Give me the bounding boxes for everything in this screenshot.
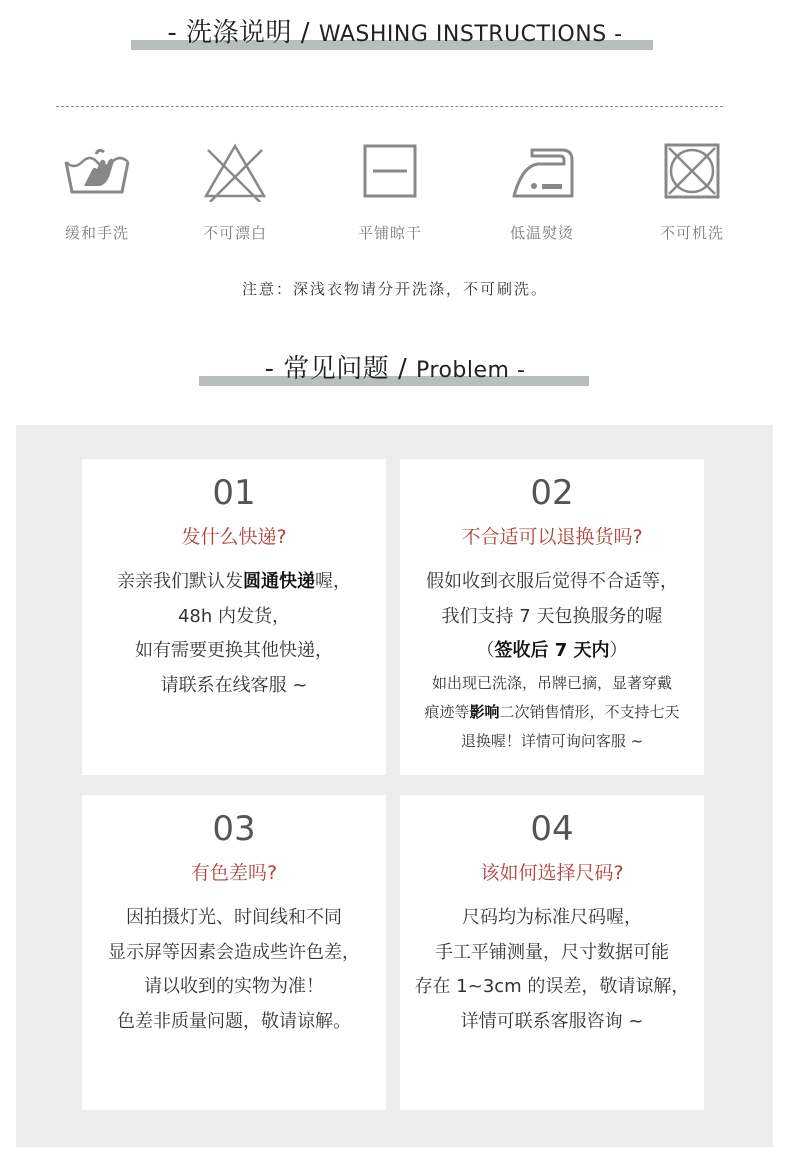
faq-answer-line: 如有需要更换其他快递，	[135, 640, 333, 661]
answer-highlight: 影响	[469, 702, 500, 721]
faq-number: 04	[530, 809, 574, 849]
faq-answer-line: 请联系在线客服 ~	[160, 674, 308, 696]
faq-answer-line: 尺码均为标准尺码喔，	[462, 907, 642, 928]
answer-highlight: 圆通快递	[243, 571, 315, 592]
faq-number: 02	[530, 473, 574, 513]
faq-card-02	[400, 459, 704, 775]
faq-answer-line: 假如收到衣服后觉得不合适等，	[426, 571, 678, 592]
faq-answer-line: 我们支持 7 天包换服务的喔	[441, 605, 663, 627]
faq-card-04	[400, 795, 704, 1110]
washing-note: 注意：深浅衣物请分开洗涤，不可刷洗。	[241, 280, 548, 298]
faq-answer-line: 详情可联系客服咨询 ~	[460, 1010, 644, 1032]
faq-question: 该如何选择尺码?	[480, 862, 624, 884]
care-item-hand-wash	[37, 140, 157, 243]
faq-answer	[82, 901, 386, 1039]
faq-answer-line: 48h 内发货，	[177, 605, 291, 627]
faq-number: 01	[212, 473, 256, 513]
no-machine-wash-icon	[657, 140, 727, 202]
faq-question: 发什么快递?	[181, 526, 287, 548]
care-label-low-iron: 低温熨烫	[509, 224, 574, 242]
faq-answer-line: 存在 1~3cm 的误差，敬请谅解，	[414, 976, 690, 997]
faq-answer-line	[82, 565, 386, 600]
no-bleach-icon	[200, 140, 270, 202]
care-item-no-bleach	[175, 140, 295, 243]
answer-highlight: 签收后 7 天内	[494, 640, 610, 661]
faq-number: 03	[212, 809, 256, 849]
faq-answer-line	[400, 634, 704, 669]
faq-answer-line	[400, 698, 704, 727]
faq-question: 有色差吗?	[190, 862, 278, 884]
answer-text: ）	[609, 640, 628, 661]
faq-answer	[400, 901, 704, 1039]
low-iron-icon	[504, 140, 580, 202]
faq-answer-line: 请以收到的实物为准！	[144, 976, 324, 997]
care-item-no-machine-wash	[632, 140, 752, 243]
answer-text: 痕迹等	[424, 702, 470, 721]
faq-answer-line: 显示屏等因素会造成些许色差，	[108, 941, 360, 963]
care-item-dry-flat	[330, 140, 450, 243]
faq-question: 不合适可以退换货吗?	[461, 526, 643, 548]
answer-text: 喔，	[315, 571, 351, 592]
faq-answer	[82, 565, 386, 703]
answer-text: 亲亲我们默认发	[117, 571, 243, 592]
care-item-low-iron	[482, 140, 602, 243]
faq-answer-line: 手工平铺测量，尺寸数据可能	[435, 941, 669, 963]
washing-title-cn: - 洗涤说明 /	[167, 18, 319, 48]
faq-card-03	[82, 795, 386, 1110]
faq-section-title	[0, 348, 790, 392]
faq-title-text	[265, 348, 526, 385]
washing-title-text	[167, 12, 622, 49]
care-label-dry-flat: 平铺晾干	[357, 224, 422, 242]
faq-answer	[400, 565, 704, 756]
answer-text: 二次销售情形，不支持七天	[499, 702, 680, 721]
answer-text: （	[476, 640, 495, 661]
faq-card-01	[82, 459, 386, 775]
faq-answer-line: 色差非质量问题，敬请谅解。	[117, 1010, 351, 1032]
care-label-no-machine-wash: 不可机洗	[659, 224, 724, 242]
washing-section-title	[0, 12, 790, 56]
dashed-divider	[56, 106, 723, 107]
care-icons-row	[0, 140, 790, 250]
faq-answer-line: 如出现已洗涤，吊牌已摘，显著穿戴	[431, 673, 672, 692]
faq-answer-line: 退换喔！详情可询问客服 ~	[460, 731, 644, 750]
faq-answer-line: 因拍摄灯光、时间线和不同	[126, 907, 342, 928]
care-label-no-bleach: 不可漂白	[202, 224, 267, 242]
care-label-hand-wash: 缓和手洗	[64, 224, 129, 242]
faq-title-en: Problem -	[416, 358, 526, 383]
washing-title-en: WASHING INSTRUCTIONS -	[318, 22, 623, 47]
hand-wash-icon	[62, 140, 132, 202]
dry-flat-icon	[355, 140, 425, 202]
faq-title-cn: - 常见问题 /	[264, 354, 417, 384]
